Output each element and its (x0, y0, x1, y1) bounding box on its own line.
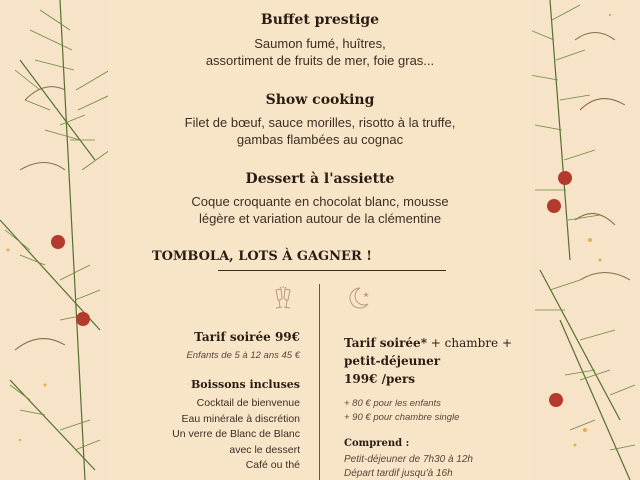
left-foliage-decoration (0, 0, 110, 480)
include-item: Petit-déjeuner de 7h30 à 12h (344, 454, 473, 465)
children-price: Enfants de 5 à 12 ans 45 € (186, 350, 300, 361)
buffet-line-2: assortiment de fruits de mer, foie gras... (205, 53, 435, 68)
drink-item: Un verre de Blanc de Blanc (172, 428, 300, 440)
buffet-title: Buffet prestige (260, 12, 380, 28)
room-price-title: Tarif soirée* + chambre + petit-déjeuner 199€ /pers (344, 336, 513, 386)
tombola-underline (218, 270, 446, 271)
buffet-line-1: Saumon fumé, huîtres, (254, 36, 386, 51)
children-supplement: + 80 € pour les enfants (344, 398, 441, 409)
column-divider (319, 284, 320, 480)
include-item: Départ tardif jusqu'à 16h (344, 468, 453, 479)
drink-item: Café ou thé (245, 459, 300, 471)
right-foliage-decoration (530, 0, 640, 480)
drinks-list (172, 396, 300, 474)
berries (51, 235, 90, 326)
drinks-title: Boissons incluses (191, 378, 300, 391)
dessert-line-1: Coque croquante en chocolat blanc, mousse (191, 194, 449, 209)
dessert-line-2: légère et variation autour de la clémentine (198, 211, 442, 226)
dessert-title: Dessert à l'assiette (245, 171, 395, 187)
drink-item: Eau minérale à discrétion (181, 412, 300, 425)
moon-stars-icon (344, 284, 374, 314)
show-cooking-title: Show cooking (265, 92, 375, 108)
price-title: Tarif soirée 99€ (194, 330, 300, 344)
tombola-heading: TOMBOLA, LOTS À GAGNER ! (151, 249, 372, 264)
includes-title: Comprend : (344, 438, 410, 449)
show-cooking-line-2: gambas flambées au cognac (236, 132, 404, 147)
single-room-supplement: + 90 € pour chambre single (344, 412, 460, 423)
champagne-glasses-icon (268, 284, 298, 314)
menu-panel (108, 0, 532, 480)
drink-item: avec le dessert (229, 443, 300, 456)
show-cooking-line-1: Filet de bœuf, sauce morilles, risotto à la truffe, (184, 115, 456, 130)
drink-item: Cocktail de bienvenue (196, 397, 300, 409)
